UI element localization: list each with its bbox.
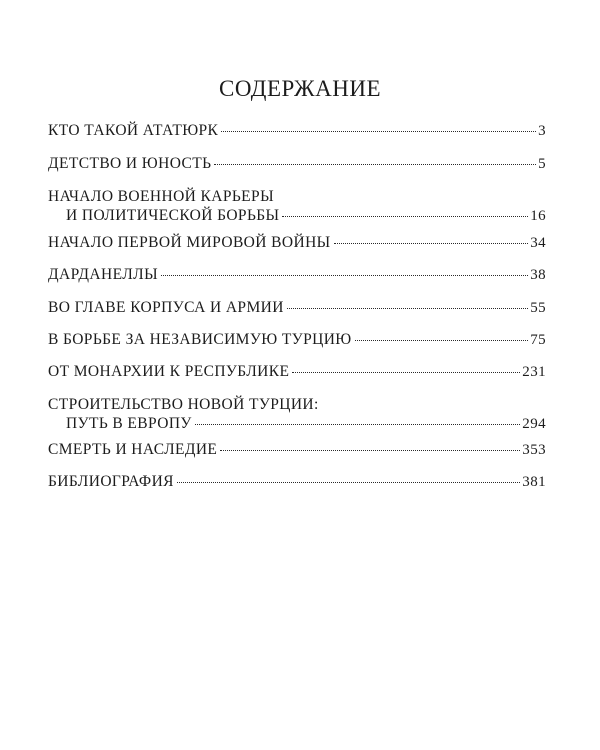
toc-entry-page: 3 bbox=[538, 123, 546, 139]
toc-entry-title: ПУТЬ В ЕВРОПУ bbox=[66, 415, 192, 432]
toc-entry-title: В БОРЬБЕ ЗА НЕЗАВИСИМУЮ ТУРЦИЮ bbox=[48, 331, 352, 348]
toc-entry-title: ДЕТСТВО И ЮНОСТЬ bbox=[48, 155, 212, 172]
toc-entry[interactable] bbox=[48, 395, 546, 434]
toc-entry-page: 16 bbox=[530, 208, 546, 224]
leader-dots bbox=[177, 482, 520, 483]
toc-entry-title: БИБЛИОГРАФИЯ bbox=[48, 473, 174, 490]
toc-entry-page: 55 bbox=[530, 300, 546, 316]
toc-entry[interactable] bbox=[48, 472, 546, 492]
toc-entry-title: КТО ТАКОЙ АТАТЮРК bbox=[48, 122, 219, 139]
toc-entry[interactable] bbox=[48, 233, 546, 253]
toc-entry-title: ДАРДАНЕЛЛЫ bbox=[48, 266, 158, 283]
leader-dots bbox=[214, 164, 536, 165]
toc-entry-title: НАЧАЛО ПЕРВОЙ МИРОВОЙ ВОЙНЫ bbox=[48, 234, 331, 251]
toc-entry-page: 34 bbox=[530, 235, 546, 251]
leader-dots bbox=[161, 275, 528, 276]
leader-dots bbox=[292, 372, 520, 373]
leader-dots bbox=[287, 308, 528, 309]
toc-entry-page: 5 bbox=[538, 156, 546, 172]
toc-entry-page: 381 bbox=[522, 474, 546, 490]
toc-entry-page: 294 bbox=[522, 416, 546, 432]
toc-entry[interactable] bbox=[48, 154, 546, 174]
toc-entry-title-line1: НАЧАЛО ВОЕННОЙ КАРЬЕРЫ bbox=[48, 188, 274, 205]
toc-entry-page: 75 bbox=[530, 332, 546, 348]
toc-entry[interactable] bbox=[48, 330, 546, 350]
toc-entry-page: 231 bbox=[522, 364, 546, 380]
leader-dots bbox=[220, 450, 520, 451]
leader-dots bbox=[282, 216, 528, 217]
toc-entry[interactable] bbox=[48, 121, 546, 141]
toc-entry[interactable] bbox=[48, 362, 546, 382]
toc-entry-title-line1: СТРОИТЕЛЬСТВО НОВОЙ ТУРЦИИ: bbox=[48, 396, 319, 413]
leader-dots bbox=[334, 243, 529, 244]
toc-entry-title: ОТ МОНАРХИИ К РЕСПУБЛИКЕ bbox=[48, 363, 290, 380]
toc-entry-title: СМЕРТЬ И НАСЛЕДИЕ bbox=[48, 441, 218, 458]
toc-entry[interactable] bbox=[48, 187, 546, 226]
toc-entry-page: 353 bbox=[522, 442, 546, 458]
toc-entry-title: ВО ГЛАВЕ КОРПУСА И АРМИИ bbox=[48, 299, 284, 316]
toc-entry-page: 38 bbox=[530, 267, 546, 283]
leader-dots bbox=[355, 340, 529, 341]
toc-entry[interactable] bbox=[48, 440, 546, 460]
toc-entry[interactable] bbox=[48, 298, 546, 318]
toc-entry[interactable] bbox=[48, 265, 546, 285]
leader-dots bbox=[195, 424, 520, 425]
page-title: СОДЕРЖАНИЕ bbox=[218, 76, 381, 101]
leader-dots bbox=[221, 131, 536, 132]
toc-entry-title: И ПОЛИТИЧЕСКОЙ БОРЬБЫ bbox=[66, 207, 280, 224]
